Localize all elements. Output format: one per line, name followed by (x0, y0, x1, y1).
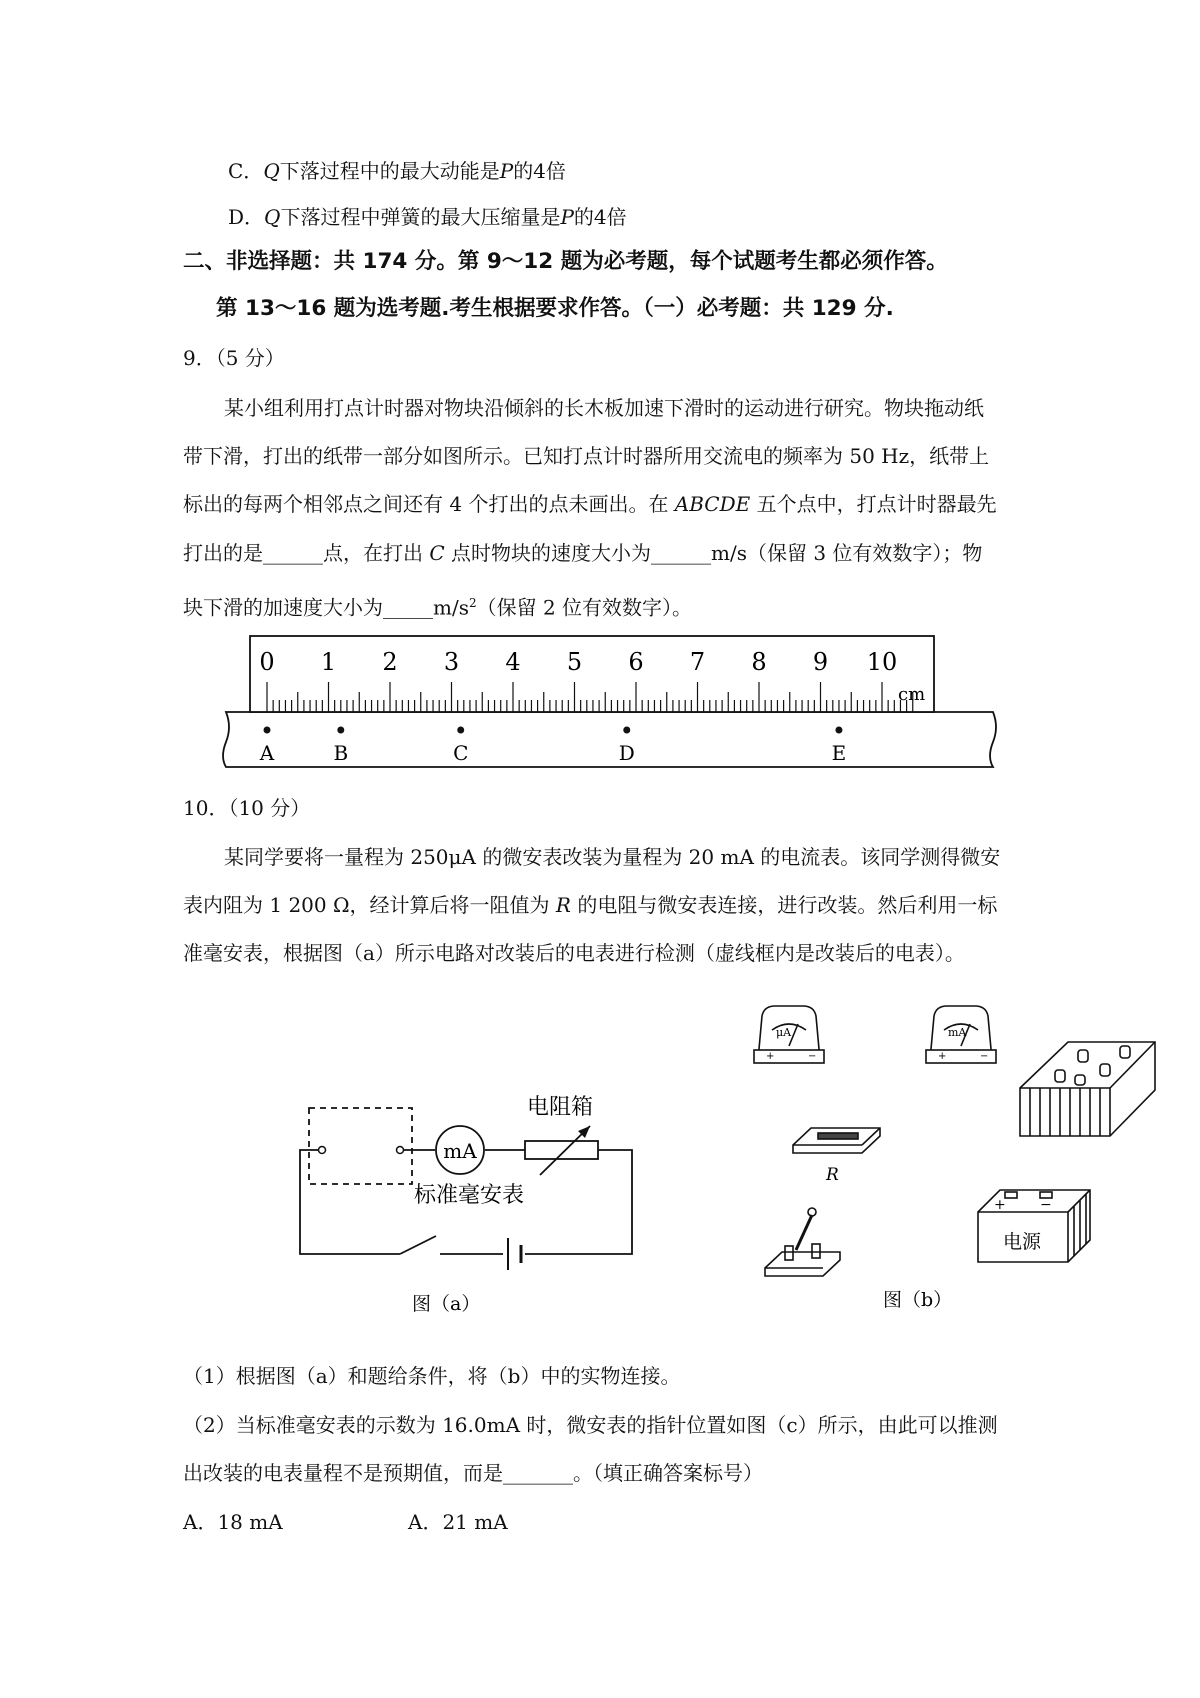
q10-line2: 表内阻为 1 200 Ω，经计算后将一阻值为 R 的电阻与微安表连接，进行改装。然后利用一标 (183, 893, 998, 917)
microammeter-plus: + (766, 1051, 775, 1062)
q10-part1: （1）根据图（a）和题给条件，将（b）中的实物连接。 (183, 1364, 681, 1388)
ruler-number: 6 (628, 648, 644, 676)
q10-line3: 准毫安表，根据图（a）所示电路对改装后的电表进行检测（虚线框内是改装后的电表）。 (183, 941, 965, 965)
ruler-number: 9 (812, 648, 829, 676)
q9-header: 9．（5 分） (183, 346, 285, 370)
q9-line4: 打出的是______点，在打出 C 点时物块的速度大小为______m/s（保留 3 位有效数字）；物 (183, 541, 983, 565)
tape-point-label: A (259, 741, 275, 765)
ruler-number: 2 (382, 648, 398, 676)
fig-b-caption: 图（b） (883, 1289, 953, 1311)
tape-point-label: D (618, 741, 635, 765)
section-heading-line2: 第 13～16 题为选考题.考生根据要求作答。（一）必考题：共 129 分. (216, 296, 894, 321)
ruler-number: 10 (866, 648, 898, 676)
option-a-21ma: A．21 mA (408, 1510, 508, 1534)
option-d: D．Q下落过程中弹簧的最大压缩量是P的4倍 (228, 205, 627, 229)
std-meter-label: 标准毫安表 (414, 1183, 525, 1208)
milliammeter-plus: + (938, 1051, 947, 1062)
resistance-box-device (1020, 1042, 1155, 1136)
knife-switch-device (765, 1208, 840, 1276)
ruler-number: 8 (751, 648, 767, 676)
ruler-number: 1 (320, 648, 337, 676)
milliammeter-minus: − (980, 1051, 989, 1062)
ruler-number: 4 (505, 648, 521, 676)
resistor-label: R (826, 1165, 839, 1185)
microammeter-minus: − (808, 1051, 817, 1062)
ruler-unit: cm (898, 684, 926, 705)
resbox-label: 电阻箱 (527, 1095, 594, 1120)
section-heading-line1: 二、非选择题：共 174 分。第 9～12 题为必考题，每个试题考生都必须作答。 (183, 249, 948, 274)
ruler-number: 5 (566, 648, 583, 676)
fig-a-caption: 图（a） (412, 1293, 481, 1315)
q10-header: 10．（10 分） (183, 796, 311, 820)
q9-line2: 带下滑，打出的纸带一部分如图所示。已知打点计时器所用交流电的频率为 50 Hz，纸带上 (183, 444, 990, 468)
power-label: 电源 (1003, 1231, 1042, 1253)
power-plus: + (994, 1197, 1006, 1213)
power-minus: − (1040, 1197, 1052, 1213)
ruler-number: 7 (689, 648, 706, 676)
q10-part2-line1: （2）当标准毫安表的示数为 16.0mA 时，微安表的指针位置如图（c）所示，由此可以推测 (183, 1413, 998, 1437)
q9-line3: 标出的每两个相邻点之间还有 4 个打出的点未画出。在 ABCDE 五个点中，打点计时器最先 (183, 492, 997, 516)
option-c: C．Q下落过程中的最大动能是P的4倍 (228, 159, 566, 183)
tape-point-label: C (453, 741, 469, 765)
ruler-number: 0 (259, 648, 275, 676)
q9-line1: 某小组利用打点计时器对物块沿倾斜的长木板加速下滑时的运动进行研究。物块拖动纸 (224, 396, 984, 420)
q10-part2-line2: 出改装的电表量程不是预期值，而是_______。（填正确答案标号） (183, 1461, 763, 1485)
tape-point-label: E (831, 741, 847, 765)
ammeter-label: mA (443, 1139, 477, 1163)
resistor-device (793, 1128, 880, 1153)
tape-point-label: B (333, 741, 349, 765)
q9-line5: 块下滑的加速度大小为$\_\_\_\_\_m/s^2$（保留 2 位有效数字）。 (183, 595, 693, 620)
option-a-18ma: A．18 mA (183, 1510, 283, 1534)
ruler-number: 3 (443, 648, 460, 676)
q10-line1: 某同学要将一量程为 250μA 的微安表改装为量程为 20 mA 的电流表。该同学测得微安 (224, 845, 1001, 869)
microammeter-label: μA (776, 1026, 792, 1039)
milliammeter-label: mA (948, 1026, 967, 1039)
